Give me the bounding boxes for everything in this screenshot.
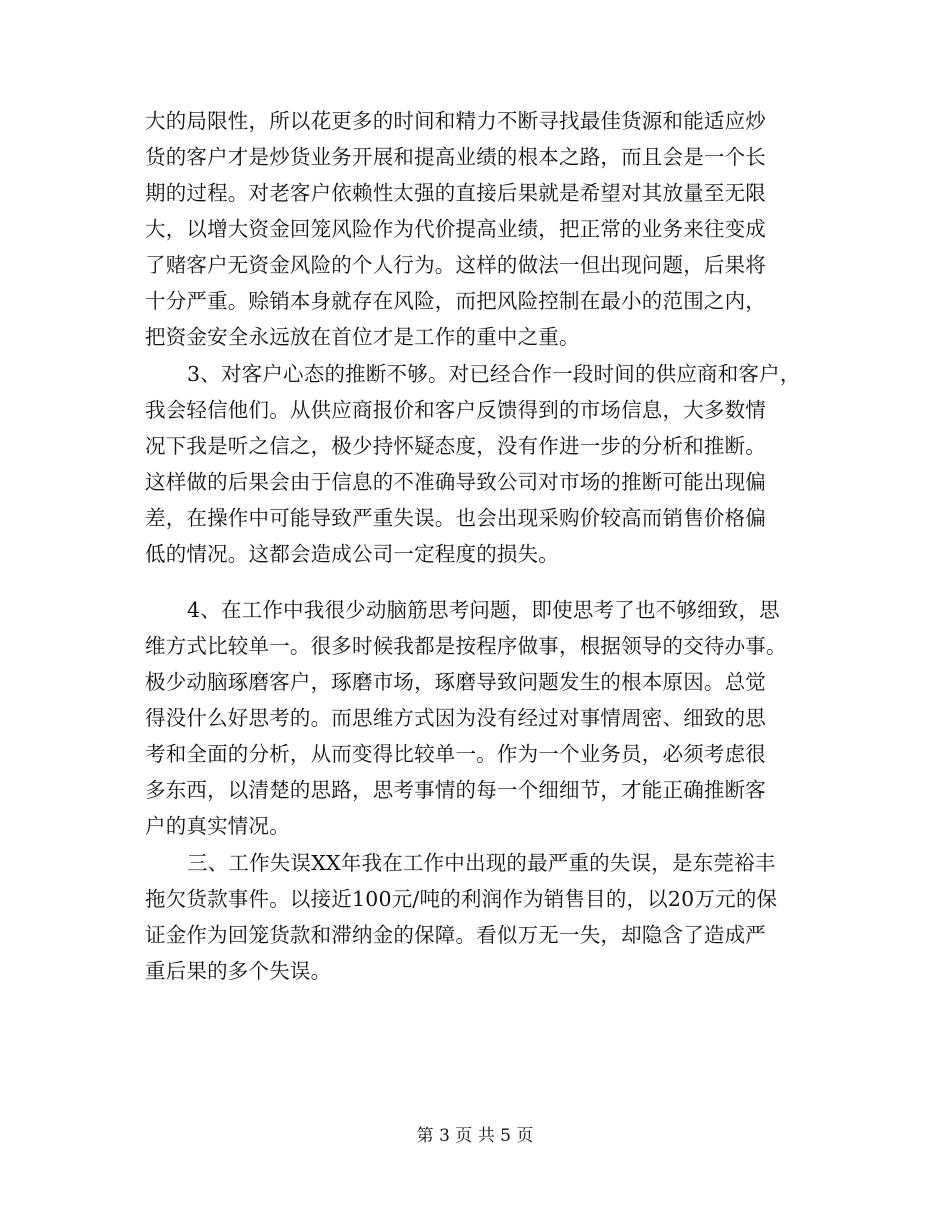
- text-line: 差，在操作中可能导致严重失误。也会出现采购价较高而销售价格偏: [145, 506, 766, 530]
- text-line: 维方式比较单一。很多时候我都是按程序做事，根据领导的交待办事。: [145, 634, 787, 658]
- text-line: 多东西，以清楚的思路，思考事情的每一个细细节，才能正确推断客: [145, 778, 766, 802]
- text-line: 极少动脑琢磨客户，琢磨市场，琢磨导致问题发生的根本原因。总觉: [145, 670, 766, 694]
- paragraph-first-line: 三、工作失误XX年我在工作中出现的最严重的失误，是东莞裕丰: [187, 851, 776, 875]
- paragraph-first-line: 4、在工作中我很少动脑筋思考问题，即使思考了也不够细致，思: [187, 598, 780, 622]
- text-line: 十分严重。赊销本身就存在风险，而把风险控制在最小的范围之内，: [145, 289, 766, 313]
- text-line: 我会轻信他们。从供应商报价和客户反馈得到的市场信息，大多数情: [145, 398, 766, 422]
- text-line: 大，以增大资金回笼风险作为代价提高业绩，把正常的业务来往变成: [145, 217, 766, 241]
- text-line: 低的情况。这都会造成公司一定程度的损失。: [145, 542, 559, 566]
- text-line: 重后果的多个失误。: [145, 959, 332, 983]
- text-line: 况下我是听之信之，极少持怀疑态度，没有作进一步的分析和推断。: [145, 434, 766, 458]
- text-line: 证金作为回笼货款和滞纳金的保障。看似万无一失，却隐含了造成严: [145, 923, 766, 947]
- text-line: 户的真实情况。: [145, 814, 290, 838]
- text-line: 把资金安全永远放在首位才是工作的重中之重。: [145, 325, 580, 349]
- text-line: 得没什么好思考的。而思维方式因为没有经过对事情周密、细致的思: [145, 706, 766, 730]
- text-line: 这样做的后果会由于信息的不准确导致公司对市场的推断可能出现偏: [145, 470, 766, 494]
- text-line: 货的客户才是炒货业务开展和提高业绩的根本之路，而且会是一个长: [145, 145, 766, 169]
- page-footer: 第 3 页 共 5 页: [416, 1126, 534, 1146]
- text-line: 考和全面的分析，从而变得比较单一。作为一个业务员，必须考虑很: [145, 742, 766, 766]
- paragraph-first-line: 3、对客户心态的推断不够。对已经合作一段时间的供应商和客户，: [187, 362, 801, 386]
- text-line: 期的过程。对老客户依赖性太强的直接后果就是希望对其放量至无限: [145, 181, 766, 205]
- text-line: 大的局限性，所以花更多的时间和精力不断寻找最佳货源和能适应炒: [145, 109, 766, 133]
- text-line: 了赌客户无资金风险的个人行为。这样的做法一但出现问题，后果将: [145, 253, 766, 277]
- text-line: 拖欠货款事件。以接近100元/吨的利润作为销售目的，以20万元的保: [145, 887, 778, 911]
